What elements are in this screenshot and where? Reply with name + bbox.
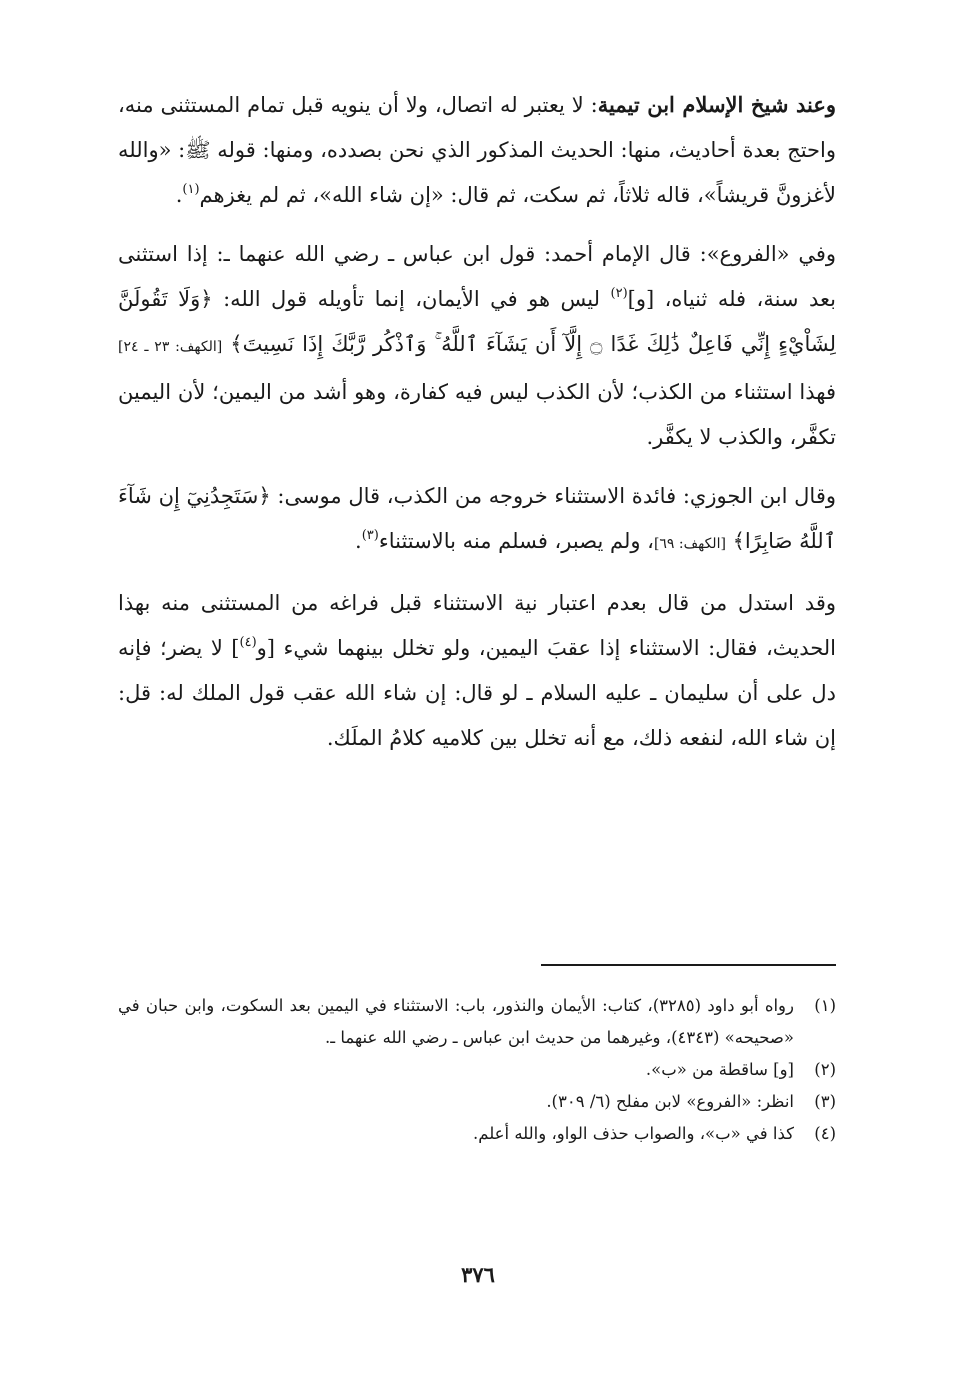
page-body — [118, 82, 837, 1143]
footnote-item — [118, 1086, 836, 1118]
footnote-number: (٢) — [814, 1060, 836, 1079]
verse-reference-2: [الكهف: ٦٩] — [653, 536, 726, 552]
verse-reference-1: [الكهف: ٢٣ ـ ٢٤] — [118, 339, 223, 355]
paragraph-3-text-c: . — [355, 529, 362, 553]
quran-verse-1: ﴿وَلَا تَقُولَنَّ لِشَاْيْءٍ إِنِّي فَاعِلٌ ذَٰلِكَ غَدًا ۝ إِلَّآ أَن يَشَآءَ ٱللَّهُ ۚ وَٱذْكُر رَّبَّكَ إِذَا نَسِيتَ﴾ — [118, 287, 836, 356]
footnote-item — [118, 1054, 836, 1086]
paragraph-1-text-a: : لا يعتبر له اتصال، ولا أن ينويه قبل تمام المستثنى منه، واحتج بعدة أحاديث، منها: الحديث المذكور الذي نحن بصدده، ومنها: قوله ﷺ: «والله لأغزونَّ قريشاً»، قاله ثلاثاً، ثم سكت، ثم قال: «إن شاء الله»، ثم لم يغزهم — [118, 93, 836, 207]
paragraph-2 — [118, 232, 836, 460]
footnote-item — [118, 1118, 836, 1150]
footnote-text: انظر: «الفروع» لابن مفلح (٦/ ٣٠٩). — [546, 1092, 794, 1111]
quran-verse-2: ﴿سَتَجِدُنِيٓ إِن شَآءَ ٱللَّهُ صَابِرًا﴾ — [118, 484, 836, 553]
paragraph-2-text-b: ليس هو في الأيمان، إنما تأويله قول الله: — [212, 287, 611, 311]
footnote-ref-3[interactable]: (٣) — [361, 528, 379, 543]
footnote-number: (١) — [814, 996, 836, 1015]
paragraph-3-text-a: وقال ابن الجوزي: فائدة الاستثناء خروجه من الكذب، قال موسى: — [270, 484, 837, 508]
footnote-number: (٣) — [814, 1092, 836, 1111]
paragraph-3-text-b: ، ولم يصبر، فسلم منه بالاستثناء — [378, 529, 654, 553]
footnote-ref-1[interactable]: (١) — [182, 182, 200, 197]
footnote-divider — [541, 964, 836, 966]
footnote-text: رواه أبو داود (٣٢٨٥)، كتاب: الأيمان والنذور، باب: الاستثناء في اليمين بعد السكوت، وابن حبان في «صحيحه» (٤٣٤٣)، وغيرهما من حديث ابن عباس ـ رضي الله عنهما ـ. — [118, 996, 794, 1047]
footnote-number: (٤) — [814, 1124, 836, 1143]
footnote-ref-2[interactable]: (٢) — [610, 286, 628, 301]
footnote-item — [118, 990, 836, 1054]
footnote-ref-4[interactable]: (٤) — [239, 635, 257, 650]
footnotes — [118, 990, 836, 1150]
paragraph-4-text-a: وقد استدل من قال بعدم اعتبار نية الاستثناء قبل فراغه من المستثنى منه بهذا الحديث، فقال: الاستثناء إذا عقبَ اليمين، ولو تخلل بينهما شيء [و — [118, 591, 837, 660]
paragraph-1 — [118, 82, 836, 218]
paragraph-1-lead: وعند شيخ الإسلام ابن تيمية — [597, 92, 836, 117]
paragraph-4 — [118, 581, 836, 761]
paragraph-2-text-a: وفي «الفروع»: قال الإمام أحمد: قول ابن عباس ـ رضي الله عنهما ـ: إذا استثنى بعد سنة، فله ثنياه، [و] — [118, 242, 836, 311]
paragraph-3 — [118, 474, 836, 567]
page-number: ٣٧٦ — [461, 1262, 495, 1287]
footnote-text: كذا في «ب»، والصواب حذف الواو، والله أعلم. — [472, 1124, 794, 1143]
footnote-text: [و] ساقطة من «ب». — [645, 1060, 794, 1079]
paragraph-2-text-c: فهذا استثناء من الكذب؛ لأن الكذب ليس فيه كفارة، وهو أشد من اليمين؛ لأن اليمين تكفَّر، والكذب لا يكفَّر. — [118, 380, 836, 449]
paragraph-4-text-b: ] لا يضر؛ فإنه دل على أن سليمان ـ عليه السلام ـ لو قال: إن شاء الله عقب قول الملك له: قل: إن شاء الله، لنفعه ذلك، مع أنه تخلل بين كلاميه كلامُ الملَك. — [118, 636, 836, 750]
paragraph-1-text-b: . — [175, 183, 183, 207]
